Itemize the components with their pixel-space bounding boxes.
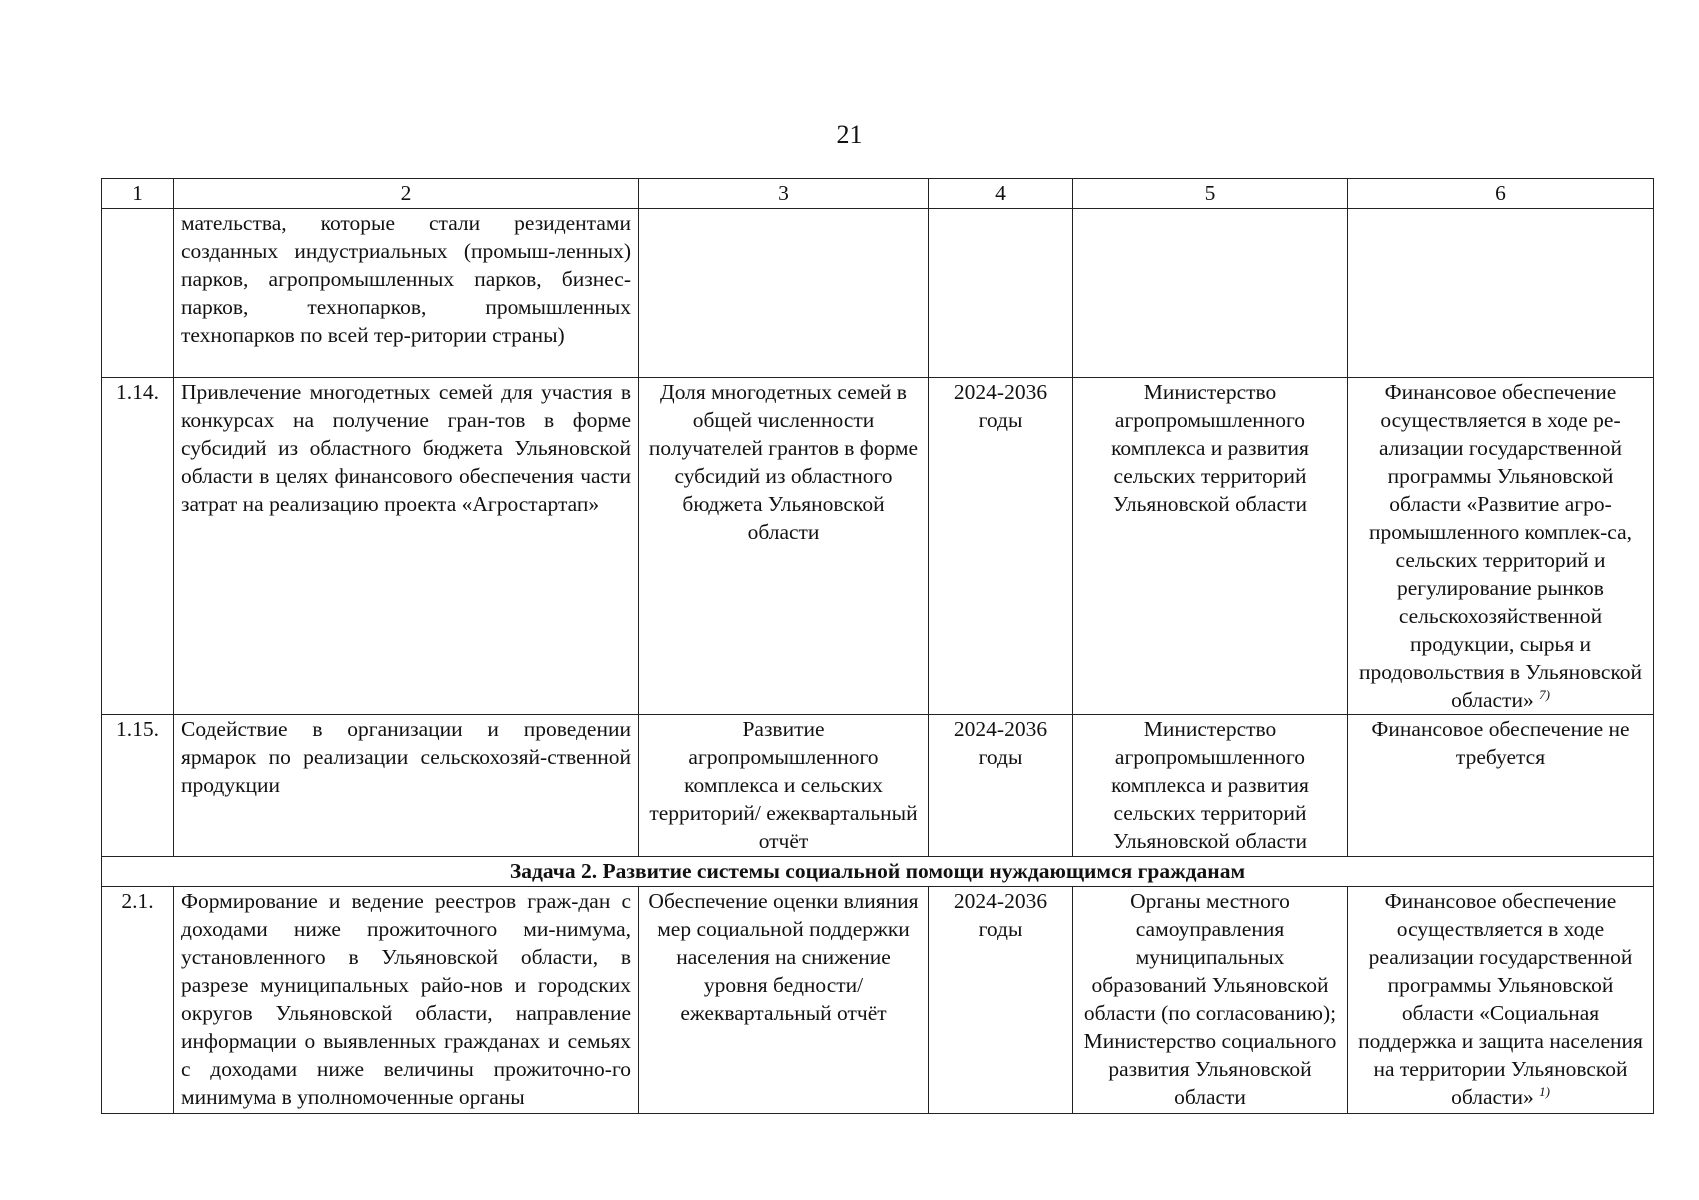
table-row — [102, 209, 1654, 378]
footnote-mark: 1) — [1539, 1084, 1550, 1099]
period-cell: 2024-2036 годы — [929, 378, 1073, 715]
plan-table — [101, 178, 1654, 1114]
column-header: 5 — [1073, 179, 1348, 209]
table-row — [102, 715, 1654, 857]
task-heading: Задача 2. Развитие системы социальной помощи нуждающимся гражданам — [102, 857, 1654, 887]
financing-text: Финансовое обеспечение осуществляется в ходе реализации государственной программы Ульяновской области «Социальная поддержка и защита населения на территории Ульяновской области» — [1358, 889, 1643, 1109]
page-number: 21 — [836, 120, 863, 149]
table-row — [102, 378, 1654, 715]
period-cell: 2024-2036 годы — [929, 887, 1073, 1114]
indicator-cell: Развитие агропромышленного комплекса и сельских территорий/ ежеквартальный отчёт — [639, 715, 929, 857]
footnote-mark: 7) — [1539, 687, 1550, 702]
financing-text: Финансовое обеспечение осуществляется в ходе ре-ализации государственной программы Ульяновской области «Развитие агро-промышленного комплек-са, сельских территорий и регулирование рынков сельскохозяйственной продукции, сырья и продовольствия в Ульяновской области» — [1358, 380, 1643, 712]
measure-cell: Привлечение многодетных семей для участия в конкурсах на получение гран-тов в форме субсидий из областного бюджета Ульяновской области в целях финансового обеспечения части затрат на реализацию проекта «Агростартап» — [174, 378, 639, 715]
row-number: 2.1. — [102, 887, 174, 1114]
financing-cell — [1348, 378, 1654, 715]
column-header: 2 — [174, 179, 639, 209]
measure-cell: мательства, которые стали резидентами созданных индустриальных (промыш-ленных) парков, агропромышленных парков, бизнес-парков, технопарков, промышленных технопарков по всей тер-ритории страны) — [174, 209, 639, 378]
executor-cell: Министерство агропромышленного комплекса и развития сельских территорий Ульяновской области — [1073, 715, 1348, 857]
indicator-cell: Обеспечение оценки влияния мер социальной поддержки населения на снижение уровня бедности/ ежеквартальный отчёт — [639, 887, 929, 1114]
executor-cell — [1073, 209, 1348, 378]
measure-cell: Содействие в организации и проведении ярмарок по реализации сельскохозяй-ственной продукции — [174, 715, 639, 857]
column-header: 4 — [929, 179, 1073, 209]
financing-cell — [1348, 209, 1654, 378]
indicator-cell — [639, 209, 929, 378]
task-heading-row — [102, 857, 1654, 887]
table-header-row — [102, 179, 1654, 209]
measure-cell: Формирование и ведение реестров граж-дан с доходами ниже прожиточного ми-нимума, установленного в Ульяновской области, в разрезе муниципальных райо-нов и городских округов Ульяновской области, направление информации о выявленных гражданах и семьях с доходами ниже величины прожиточно-го минимума в уполномоченные органы — [174, 887, 639, 1114]
row-number: 1.15. — [102, 715, 174, 857]
period-cell — [929, 209, 1073, 378]
financing-cell — [1348, 887, 1654, 1114]
financing-cell — [1348, 715, 1654, 857]
period-cell: 2024-2036 годы — [929, 715, 1073, 857]
row-number — [102, 209, 174, 378]
executor-cell: Органы местного самоуправления муниципальных образований Ульяновской области (по согласованию); Министерство социального развития Ульяновской области — [1073, 887, 1348, 1114]
row-number: 1.14. — [102, 378, 174, 715]
executor-cell: Министерство агропромышленного комплекса и развития сельских территорий Ульяновской области — [1073, 378, 1348, 715]
column-header: 6 — [1348, 179, 1654, 209]
table-row — [102, 887, 1654, 1114]
financing-text: Финансовое обеспечение не требуется — [1371, 717, 1630, 769]
indicator-cell: Доля многодетных семей в общей численности получателей грантов в форме субсидий из областного бюджета Ульяновской области — [639, 378, 929, 715]
column-header: 1 — [102, 179, 174, 209]
column-header: 3 — [639, 179, 929, 209]
